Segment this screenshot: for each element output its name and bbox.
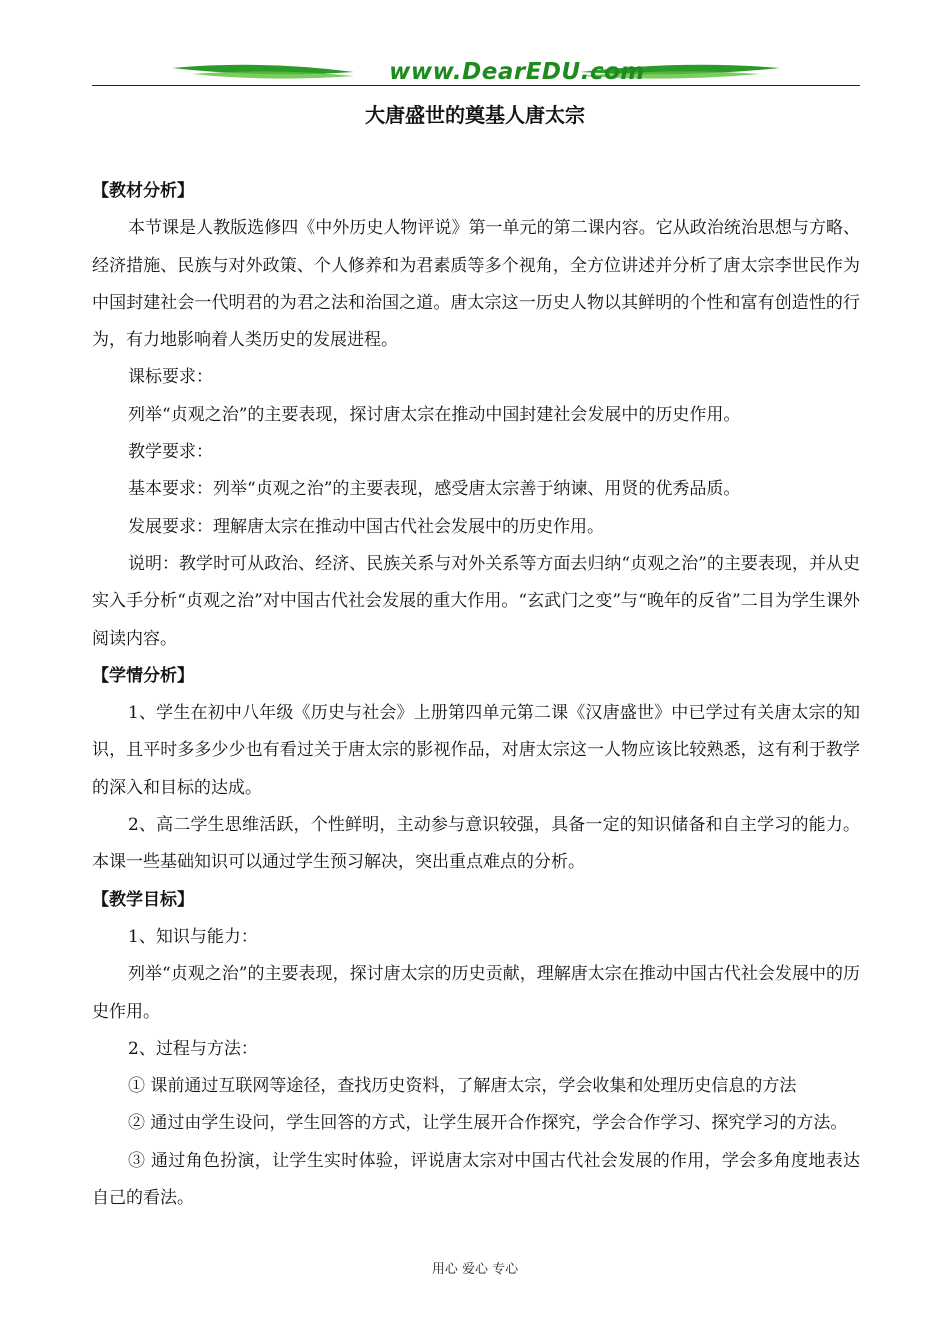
site-header [92, 56, 860, 92]
paragraph: 列举“贞观之治”的主要表现，探讨唐太宗的历史贡献，理解唐太宗在推动中国古代社会发展中的历史作用。 [92, 964, 860, 1022]
paragraph: 说明：教学时可从政治、经济、民族关系与对外关系等方面去归纳“贞观之治”的主要表现，并从史实入手分析“贞观之治”对中国古代社会发展的重大作用。“玄武门之变”与“晚年的反省”二目为学生课外阅读内容。 [92, 553, 860, 649]
paragraph: 教学要求： [128, 442, 213, 463]
logo-text: www.DearEDU.com [389, 59, 645, 85]
paragraph: ① 课前通过互联网等途径，查找历史资料，了解唐太宗，学会收集和处理历史信息的方法 [128, 1076, 797, 1097]
section-heading: 【教学目标】 [92, 889, 194, 910]
page-title: 大唐盛世的奠基人唐太宗 [365, 103, 585, 127]
document-body [92, 173, 860, 1217]
paragraph: 课标要求： [128, 367, 213, 388]
paragraph: 列举“贞观之治”的主要表现，探讨唐太宗在推动中国封建社会发展中的历史作用。 [128, 404, 741, 425]
paragraph: ② 通过由学生设问，学生回答的方式，让学生展开合作探究，学会合作学习、探究学习的方法。 [128, 1113, 848, 1134]
section-heading: 【学情分析】 [92, 665, 194, 686]
paragraph: 1、学生在初中八年级《历史与社会》上册第四单元第二课《汉唐盛世》中已学过有关唐太宗的知识，且平时多多少少也有看过关于唐太宗的影视作品，对唐太宗这一人物应该比较熟悉，这有利于教学的深入和目标的达成。 [92, 703, 860, 798]
paragraph: 2、高二学生思维活跃，个性鲜明，主动参与意识较强，具备一定的知识储备和自主学习的能力。本课一些基础知识可以通过学生预习解决，突出重点难点的分析。 [92, 815, 860, 873]
paragraph: 1、知识与能力： [128, 926, 258, 947]
paragraph: 2、过程与方法： [128, 1038, 258, 1059]
header-rule [92, 85, 860, 86]
section-heading: 【教材分析】 [92, 181, 194, 201]
paragraph: 基本要求：列举“贞观之治”的主要表现，感受唐太宗善于纳谏、用贤的优秀品质。 [128, 479, 741, 500]
paragraph: 发展要求：理解唐太宗在推动中国古代社会发展中的历史作用。 [128, 516, 604, 537]
paragraph: 本节课是人教版选修四《中外历史人物评说》第一单元的第二课内容。它从政治统治思想与方略、经济措施、民族与对外政策、个人修养和为君素质等多个视角，全方位讲述并分析了唐太宗李世民作为中国封建社会一代明君的为君之法和治国之道。唐太宗这一历史人物以其鲜明的个性和富有创造性的行为，有力地影响着人类历史的发展进程。 [92, 218, 860, 351]
page-footer: 用心 爱心 专心 [431, 1262, 519, 1277]
paragraph: ③ 通过角色扮演，让学生实时体验，评说唐太宗对中国古代社会发展的作用，学会多角度地表达自己的看法。 [92, 1150, 860, 1209]
